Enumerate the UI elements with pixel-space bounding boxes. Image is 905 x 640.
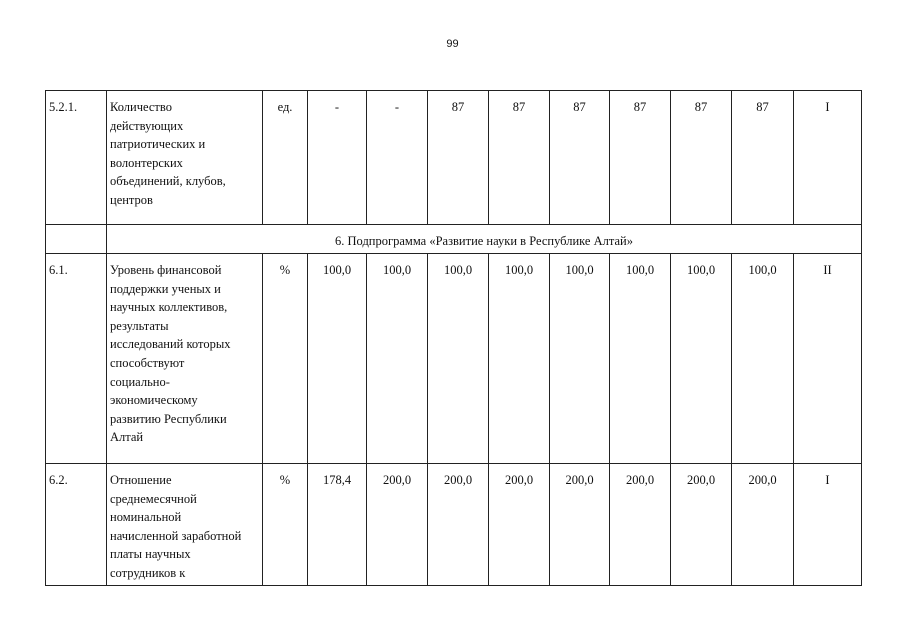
row-number: 6.2.: [46, 464, 107, 586]
value-cell: 200,0: [550, 464, 610, 586]
value-cell: 100,0: [428, 254, 489, 464]
category-cell: I: [794, 464, 862, 586]
table-row: [46, 91, 862, 225]
value-cell: 87: [550, 91, 610, 225]
indicator-name-line: поддержки ученых и: [110, 281, 221, 296]
indicator-name-line: способствуют: [110, 355, 185, 370]
value-cell: 100,0: [610, 254, 671, 464]
indicator-name-line: Количество: [110, 100, 172, 114]
indicator-name-line: Отношение: [110, 473, 172, 487]
unit-cell: ед.: [263, 91, 308, 225]
row-number: 6.1.: [46, 254, 107, 464]
indicator-name-line: патриотических и: [110, 137, 206, 152]
table-row: [46, 464, 862, 586]
value-cell: -: [308, 91, 367, 225]
value-cell: 100,0: [367, 254, 428, 464]
section-row: [46, 225, 862, 254]
value-cell: 87: [732, 91, 794, 225]
indicator-name: [107, 91, 263, 225]
value-cell: 100,0: [489, 254, 550, 464]
table-row: [46, 254, 862, 464]
section-title: 6. Подпрограмма «Развитие науки в Республике Алтай»: [107, 225, 862, 254]
indicator-name-line: действующих: [110, 118, 184, 133]
value-cell: 200,0: [732, 464, 794, 586]
indicator-name-line: экономическому: [110, 393, 198, 408]
indicator-name-line: социально-: [110, 374, 170, 389]
value-cell: 100,0: [308, 254, 367, 464]
value-cell: 200,0: [671, 464, 732, 586]
indicator-name: [107, 254, 263, 464]
value-cell: 200,0: [367, 464, 428, 586]
page-number: 99: [446, 38, 459, 50]
row-number: 5.2.1.: [46, 91, 107, 225]
value-cell: 100,0: [732, 254, 794, 464]
indicator-name-line: Алтай: [110, 430, 144, 445]
category-cell: I: [794, 91, 862, 225]
category-cell: II: [794, 254, 862, 464]
indicator-table: [45, 90, 862, 586]
indicator-name-line: волонтерских: [110, 155, 183, 170]
value-cell: 87: [428, 91, 489, 225]
indicator-name-line: среднемесячной: [110, 491, 197, 506]
value-cell: 200,0: [610, 464, 671, 586]
indicator-name-line: исследований которых: [110, 337, 231, 352]
indicator-name-line: научных коллективов,: [110, 300, 228, 315]
indicator-name-line: платы научных: [110, 547, 191, 562]
value-cell: -: [367, 91, 428, 225]
value-cell: 87: [610, 91, 671, 225]
unit-cell: %: [263, 464, 308, 586]
indicator-name-line: начисленной заработной: [110, 528, 242, 543]
unit-cell: %: [263, 254, 308, 464]
indicator-name-line: Уровень финансовой: [110, 263, 222, 277]
indicator-name-line: результаты: [110, 318, 169, 333]
value-cell: 87: [671, 91, 732, 225]
value-cell: 87: [489, 91, 550, 225]
indicator-name-line: объединений, клубов,: [110, 174, 226, 189]
value-cell: 100,0: [550, 254, 610, 464]
value-cell: 178,4: [308, 464, 367, 586]
section-number-cell: [46, 225, 107, 254]
indicator-name-line: номинальной: [110, 510, 182, 525]
indicator-name-line: центров: [110, 192, 153, 207]
value-cell: 200,0: [489, 464, 550, 586]
value-cell: 100,0: [671, 254, 732, 464]
value-cell: 200,0: [428, 464, 489, 586]
indicator-name-line: развитию Республики: [110, 411, 227, 426]
indicator-name: [107, 464, 263, 586]
indicator-name-line: сотрудников к: [110, 565, 186, 580]
